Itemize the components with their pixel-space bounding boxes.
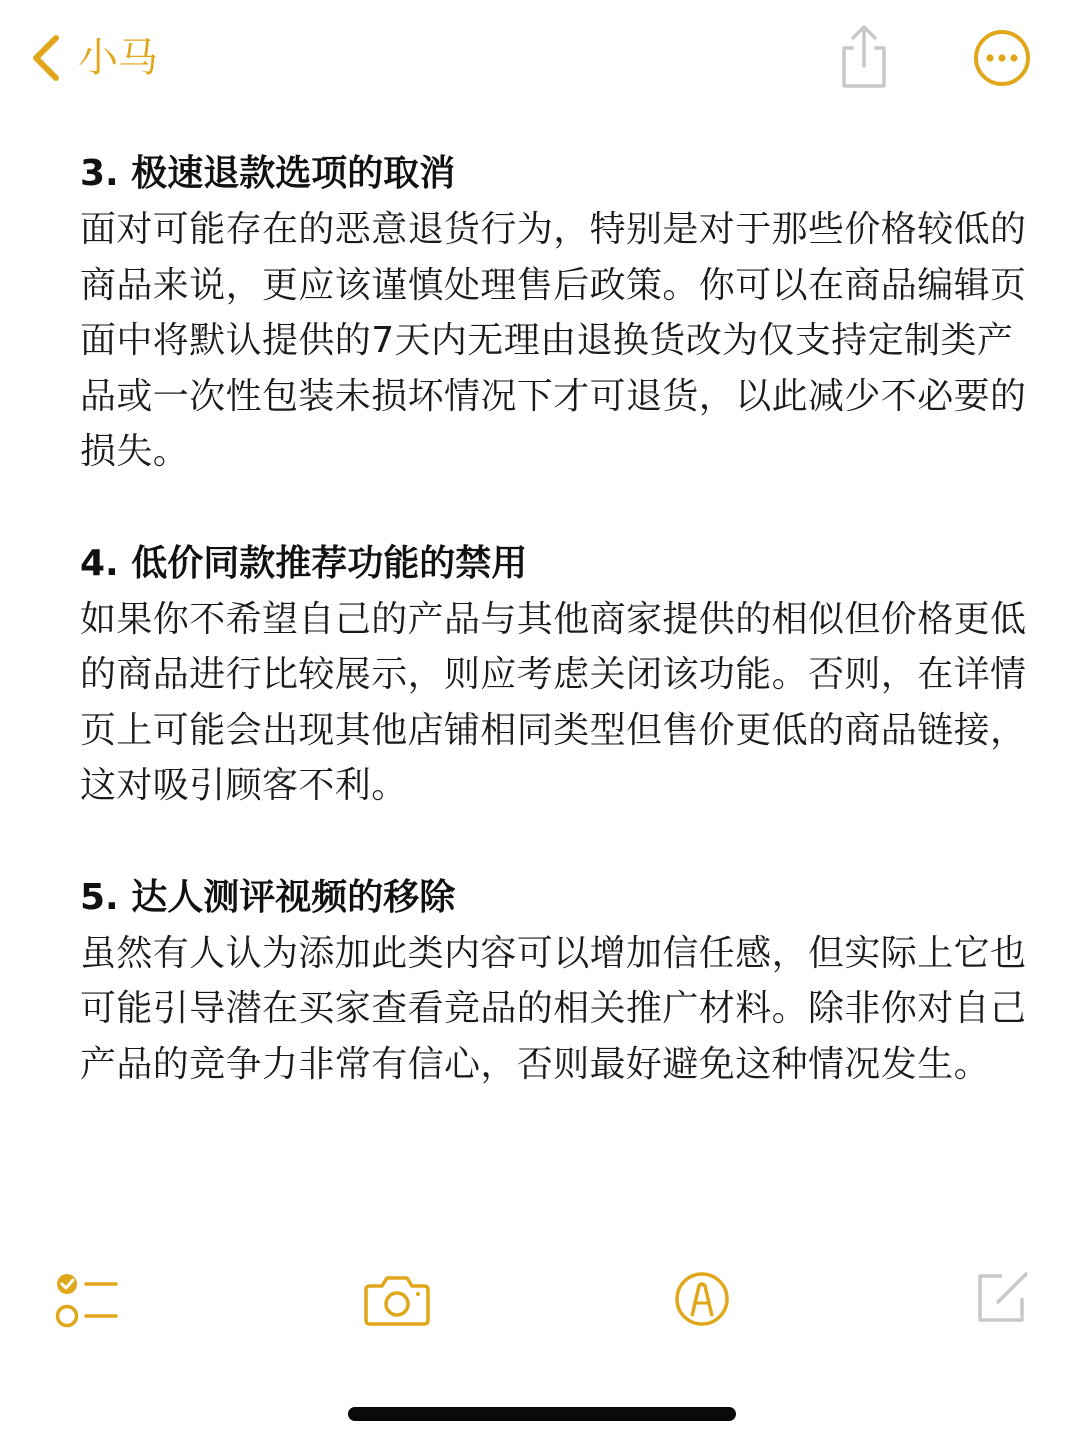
section-paragraph: 面对可能存在的恶意退货行为，特别是对于那些价格较低的商品来说，更应该谨慎处理售后政策。你可以在商品编辑页面中将默认提供的7天内无理由退换货改为仅支持定制类产品或一次性包装未损坏情况下才可退货，以此减少不必要的损失。 — [80, 209, 1027, 472]
markup-button[interactable] — [673, 1270, 731, 1332]
note-body[interactable] — [80, 146, 1030, 1148]
bottom-toolbar — [0, 1260, 1080, 1350]
compose-icon — [972, 1268, 1032, 1328]
note-section — [80, 146, 1030, 480]
home-indicator[interactable] — [348, 1407, 736, 1421]
compose-button[interactable] — [972, 1268, 1032, 1332]
share-icon — [836, 22, 892, 90]
chevron-left-icon — [28, 32, 64, 84]
markup-pen-icon — [673, 1270, 731, 1328]
more-options-button[interactable] — [972, 28, 1032, 88]
note-section — [80, 870, 1030, 1093]
section-title: 4. 低价同款推荐功能的禁用 — [80, 542, 528, 584]
navigation-bar — [0, 0, 1080, 120]
ellipsis-circle-icon — [972, 28, 1032, 88]
section-paragraph: 虽然有人认为添加此类内容可以增加信任感，但实际上它也可能引导潜在买家查看竞品的相关推广材料。除非你对自己产品的竞争力非常有信心，否则最好避免这种情况发生。 — [80, 932, 1027, 1085]
checklist-button[interactable] — [54, 1270, 120, 1336]
note-section — [80, 536, 1030, 814]
camera-button[interactable] — [362, 1272, 432, 1332]
back-label: 小马 — [78, 35, 158, 81]
section-title: 3. 极速退款选项的取消 — [80, 153, 456, 194]
share-button[interactable] — [836, 22, 892, 90]
section-title: 5. 达人测评视频的移除 — [80, 876, 456, 918]
back-button[interactable] — [28, 30, 158, 86]
camera-icon — [362, 1272, 432, 1328]
checklist-icon — [54, 1270, 120, 1332]
section-paragraph: 如果你不希望自己的产品与其他商家提供的相似但价格更低的商品进行比较展示，则应考虑关闭该功能。否则，在详情页上可能会出现其他店铺相同类型但售价更低的商品链接，这对吸引顾客不利。 — [80, 598, 1027, 806]
